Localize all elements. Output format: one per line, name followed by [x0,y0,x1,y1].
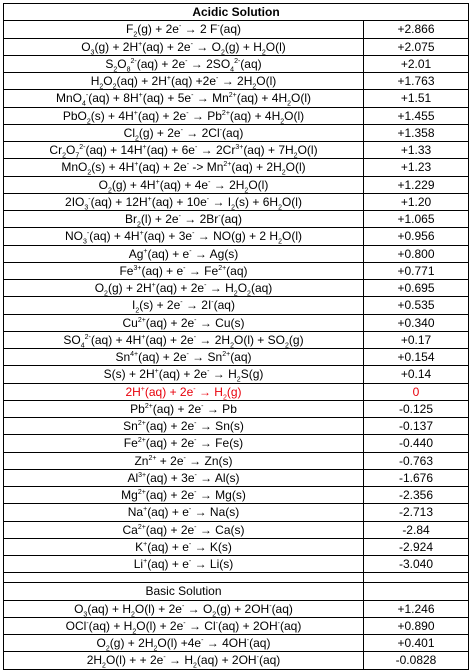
potential-cell: -0.137 [364,418,469,435]
spacer-cell [4,573,364,583]
half-reaction-cell: Li+(aq) + e- → Li(s) [4,556,364,573]
potential-cell: +0.956 [364,228,469,245]
potential-cell: +1.23 [364,159,469,176]
table-row [4,366,469,383]
half-reaction-cell: $S(s) + 2H^+(aq) + 2e^- \to H_2S(g)$ [4,366,364,383]
potential-cell: +0.800 [364,245,469,262]
acidic-solution-heading: Acidic Solution [4,4,469,21]
half-reaction-cell: $MnO_4^-(aq) + 8H^+(aq) + 5e^- \to Mn^{2+}(aq) + 4H_2O(l)$ [4,90,364,107]
table-row [4,635,469,652]
table-row [4,487,469,504]
potential-cell: 0 [364,383,469,400]
table-row [4,124,469,141]
potential-cell: +2.075 [364,38,469,55]
potential-cell: -3.040 [364,556,469,573]
potential-cell: +0.890 [364,617,469,634]
half-reaction-cell: $I_2(s) + 2e^- \to 2I^-(aq)$ [4,297,364,314]
half-reaction-cell: $O_2(g) + 4H^+(aq) + 4e^- \to 2H_2O(l)$ [4,176,364,193]
half-reaction-cell: $Br_2(l) + 2e^- \to 2Br^-(aq)$ [4,211,364,228]
table-row [4,331,469,348]
half-reaction-cell: $O_3(g) + 2H^+(aq) + 2e^- \to O_2(g) + H_2O(l)$ [4,38,364,55]
table-row [4,469,469,486]
potential-cell: -2.924 [364,538,469,555]
potential-cell: +2.866 [364,21,469,38]
table-body [4,4,469,670]
table-row [4,245,469,262]
reduction-potentials-table [3,3,469,670]
table-row [4,21,469,38]
table-row [4,262,469,279]
table-row [4,159,469,176]
potential-cell: +1.246 [364,600,469,617]
table-row [4,452,469,469]
half-reaction-cell: $Mg^{2+}(aq) + 2e^- \to Mg(s)$ [4,487,364,504]
half-reaction-cell: $Pb^{2+}(aq) + 2e^- \to Pb$ [4,400,364,417]
table-row [4,652,469,669]
table-row [4,314,469,331]
table-row [4,55,469,72]
half-reaction-cell: $PbO_2(s) + 4H^+(aq) + 2e^- \to Pb^{2+}(aq) + 4H_2O(l)$ [4,107,364,124]
half-reaction-cell: $Sn^{2+}(aq) + 2e^- \to Sn(s)$ [4,418,364,435]
half-reaction-cell: $Fe^{3+}(aq) + e^- \to Fe^{2+}(aq)$ [4,262,364,279]
table-row [4,349,469,366]
table-row [4,211,469,228]
table-row [4,504,469,521]
half-reaction-cell: $OCl^-(aq) + H_2O(l) + 2e^- \to Cl^-(aq) + 2OH^-(aq)$ [4,617,364,634]
half-reaction-cell: $F_2(g) + 2e^- \to 2$ F-(aq) [4,21,364,38]
table-row [4,107,469,124]
table-row [4,228,469,245]
table-row [4,617,469,634]
half-reaction-cell: $Sn^{4+}(aq) + 2e^- \to Sn^{2+}(aq)$ [4,349,364,366]
potential-cell: -0.763 [364,452,469,469]
half-reaction-cell: $Ca^{2+}(aq) + 2e^- \to Ca(s)$ [4,521,364,538]
basic-solution-heading: Basic Solution [4,583,364,600]
table-row [4,142,469,159]
potential-cell: +2.01 [364,55,469,72]
potential-cell: +0.154 [364,349,469,366]
potential-cell: +1.763 [364,73,469,90]
potential-cell: +1.358 [364,124,469,141]
half-reaction-cell: K+(aq) + e- → K(s) [4,538,364,555]
half-reaction-cell: $Cr_2O_7^{2-}(aq) + 14H^+(aq) + 6e^- \to 2Cr^{3+}(aq) + 7H_2O(l)$ [4,142,364,159]
table-row [4,600,469,617]
table-row [4,38,469,55]
potential-cell: -2.84 [364,521,469,538]
half-reaction-cell: $SO_4^{2-}(aq) + 4H^+(aq) + 2e^- \to 2H_2O(l) + SO_2(g)$ [4,331,364,348]
table-row [4,521,469,538]
half-reaction-cell: $H_2O_2(aq) + 2H^+(aq) +2e^- \to 2H_2O(l)$ [4,73,364,90]
potential-cell: +0.340 [364,314,469,331]
potential-cell: +1.229 [364,176,469,193]
potential-cell: +0.14 [364,366,469,383]
spacer-row [4,573,469,583]
table-row [4,176,469,193]
potential-cell: -2.356 [364,487,469,504]
table-row [4,193,469,210]
half-reaction-cell: $2IO_3^-(aq) + 12H^+(aq) + 10e^- \to I_2(s) + 6H_2O(l)$ [4,193,364,210]
table-row [4,556,469,573]
half-reaction-cell: $2H^+(aq) + 2e^- \to H_2(g)$ [4,383,364,400]
half-reaction-cell: $Cl_2(g) + 2e^- \to 2Cl^-(aq)$ [4,124,364,141]
table-row [4,418,469,435]
half-reaction-cell: $S_2O_8^{2-}(aq) + 2e^- \to 2SO_4^{2-}(aq)$ [4,55,364,72]
potential-cell: -0.440 [364,435,469,452]
half-reaction-cell: $O_2(g) + 2H_2O(l) +4e^- \to 4OH^-(aq)$ [4,635,364,652]
acidic-header-row [4,4,469,21]
empty-cell [364,583,469,600]
table-row [4,297,469,314]
potential-cell: +1.065 [364,211,469,228]
table-row [4,73,469,90]
half-reaction-cell: $Fe^{2+}(aq) + 2e^- \to Fe(s)$ [4,435,364,452]
half-reaction-cell: Ag+(aq) + e- → Ag(s) [4,245,364,262]
half-reaction-cell: $NO_3^-(aq) + 4H^+(aq) + 3e^- \to NO(g) + 2$ $H_2O(l)$ [4,228,364,245]
potential-cell: +1.20 [364,193,469,210]
basic-header-row [4,583,469,600]
potential-cell: -0.125 [364,400,469,417]
table-row [4,280,469,297]
potential-cell: +0.695 [364,280,469,297]
potential-cell: +0.17 [364,331,469,348]
half-reaction-cell: $Cu^{2+}(aq) + 2e^- \to Cu(s)$ [4,314,364,331]
spacer-cell [364,573,469,583]
half-reaction-cell: $O_3(aq) + H_2O(l) + 2e^- \to O_2(g) + 2OH^-(aq)$ [4,600,364,617]
half-reaction-cell: $O_2(g) + 2H^+(aq) + 2e^- \to H_2O_2(aq)$ [4,280,364,297]
potential-cell: +1.33 [364,142,469,159]
half-reaction-cell: $Al^{3+}(aq) + 3e^- \to Al(s)$ [4,469,364,486]
potential-cell: +1.51 [364,90,469,107]
potential-cell: +0.401 [364,635,469,652]
table-row [4,400,469,417]
potential-cell: -2.713 [364,504,469,521]
potential-cell: +1.455 [364,107,469,124]
table-row [4,90,469,107]
potential-cell: -0.0828 [364,652,469,669]
table-row [4,435,469,452]
half-reaction-cell: $2H_2O(l)$ + + $2e^- \to H_2(aq) + 2OH^-(aq)$ [4,652,364,669]
potential-cell: -1.676 [364,469,469,486]
half-reaction-cell: $Zn^{2+} + 2e^- \to Zn(s)$ [4,452,364,469]
potential-cell: +0.535 [364,297,469,314]
potential-cell: +0.771 [364,262,469,279]
table-row [4,538,469,555]
half-reaction-cell: Na+(aq) + e- → Na(s) [4,504,364,521]
half-reaction-cell: $MnO_2(s) + 4H^+(aq) + 2e^- -> Mn^{2+}(aq) + 2H_2O(l)$ [4,159,364,176]
table-row [4,383,469,400]
